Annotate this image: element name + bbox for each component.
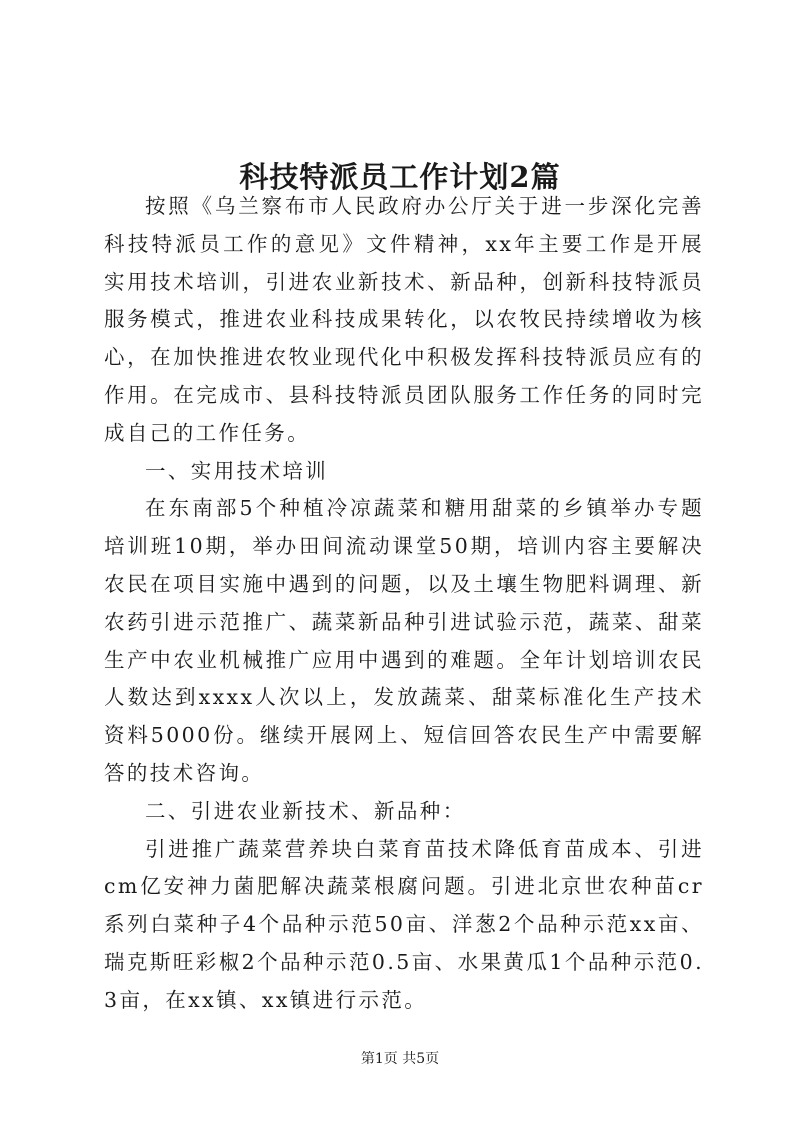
paragraph-intro: 按照《乌兰察布市人民政府办公厅关于进一步深化完善科技特派员工作的意见》文件精神，xx年主要工作是开展实用技术培训，引进农业新技术、新品种，创新科技特派员服务模式，推进农业科技成果转化，以农牧民持续增收为核心，在加快推进农牧业现代化中积极发挥科技特派员应有的作用。在完成市、县科技特派员团队服务工作任务的同时完成自己的工作任务。 — [104, 194, 704, 445]
document-title: 科技特派员工作计划2篇 — [239, 160, 561, 195]
paragraph-new-tech: 引进推广蔬菜营养块白菜育苗技术降低育苗成本、引进cm亿安神力菌肥解决蔬菜根腐问题。引进北京世农种苗cr系列白菜种子4个品种示范50亩、洋葱2个品种示范xx亩、瑞克斯旺彩椒2个品种示范0.5亩、水果黄瓜1个品种示范0.3亩，在xx镇、xx镇进行示范。 — [104, 836, 704, 1012]
section-heading-training: 一、实用技术培训 — [145, 458, 329, 483]
document-body — [104, 188, 704, 1020]
page-footer: 第1页 共5页 — [360, 1051, 440, 1067]
section-heading-new-tech: 二、引进农业新技术、新品种： — [145, 798, 466, 823]
paragraph-training: 在东南部5个种植冷凉蔬菜和糖用甜菜的乡镇举办专题培训班10期，举办田间流动课堂50期，培训内容主要解决农民在项目实施中遇到的问题，以及土壤生物肥料调理、新农药引进示范推广、蔬菜新品种引进试验示范，蔬菜、甜菜生产中农业机械推广应用中遇到的难题。全年计划培训农民人数达到xxxx人次以上，发放蔬菜、甜菜标准化生产技术资料5000份。继续开展网上、短信回答农民生产中需要解答的技术咨询。 — [104, 496, 704, 785]
